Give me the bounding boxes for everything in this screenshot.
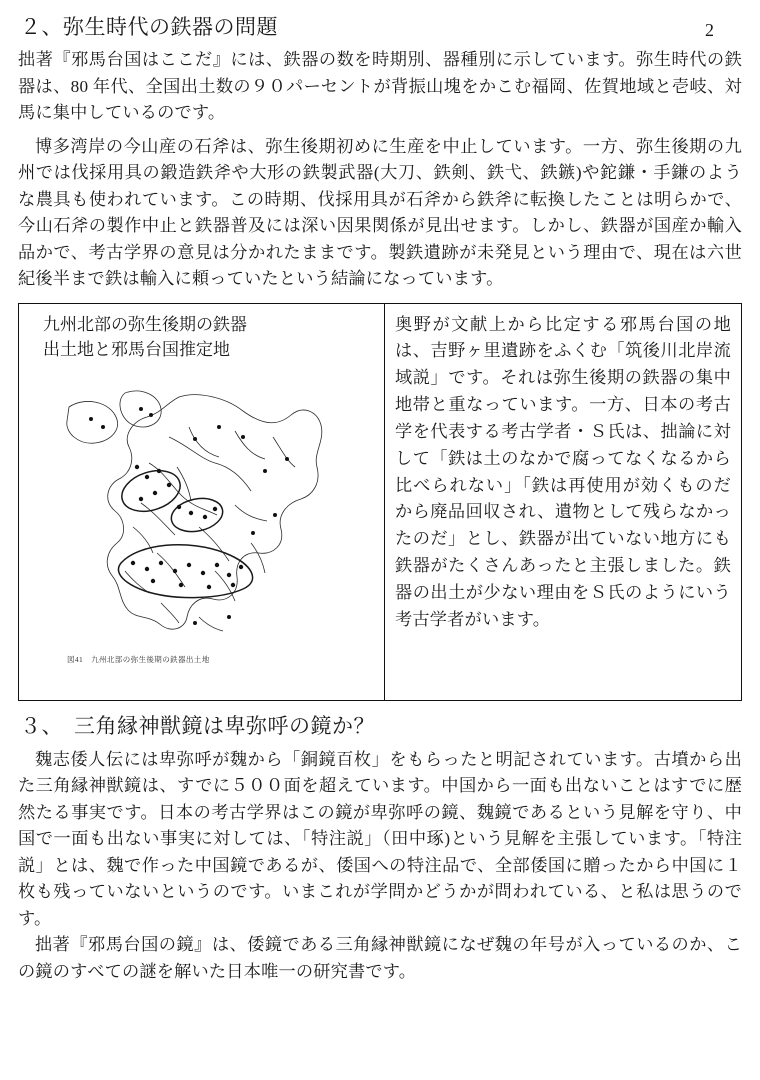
map-caption-line1: 九州北部の弥生後期の鉄器	[43, 314, 247, 334]
section-2-header	[18, 14, 742, 41]
section-3-title: ３、 三角縁神獣鏡は卑弥呼の鏡か？	[20, 713, 375, 738]
section-2-paragraph-1: 拙著『邪馬台国はここだ』には、鉄器の数を時期別、器種別に示しています。弥生時代の鉄器は、80 年代、全国出土数の９０パーセントが背振山塊をかこむ福岡、佐賀地域と壱岐、対馬に集中しているのです。	[18, 50, 742, 123]
section-3-paragraph-2: 拙著『邪馬台国の鏡』は、倭鏡である三角縁神獣鏡になぜ魏の年号が入っているのか、この鏡のすべての謎を解いた日本唯一の研究書です。	[18, 935, 742, 981]
section-3	[18, 713, 742, 986]
kyushu-map-svg	[29, 367, 379, 667]
figure-box-left	[19, 304, 385, 700]
page-number: 2	[705, 20, 714, 40]
kyushu-map-figure	[29, 367, 378, 667]
figure-box	[18, 303, 742, 701]
figure-label: 図41 九州北部の弥生後期の鉄器出土地	[67, 654, 210, 664]
section-3-paragraph-1: 魏志倭人伝には卑弥呼が魏から「銅鏡百枚」をもらったと明記されています。古墳から出た三角縁神獣鏡は、すでに５００面を超えています。中国から一面も出ないことはすでに歴然たる事実です。日本の考古学界はこの鏡が卑弥呼の鏡、魏鏡であるという見解を守り、中国で一面も出ない事実に対しては、「特注説」（田中琢)という見解を主張しています。「特注説」とは、魏で作った中国鏡であるが、倭国への特注品で、全部倭国に贈ったから中国に１枚も残っていないというのです。いまこれが学問かどうかが問われている、と私は思うのです。	[18, 749, 742, 928]
map-caption-line2: 出土地と邪馬台国推定地	[43, 340, 230, 360]
section-2-paragraph-2: 博多湾岸の今山産の石斧は、弥生後期初めに生産を中止しています。一方、弥生後期の九州では伐採用具の鍛造鉄斧や大形の鉄製武器(大刀、鉄剣、鉄弋、鉄鏃)や鉈鎌・手鎌のような農具も使われています。この時期、伐採用具が石斧から鉄斧に転換したことは明らかで、今山石斧の製作中止と鉄器普及には深い因果関係が見出せます。しかし、鉄器が国産か輸入品かで、考古学界の意見は分かれたままです。製鉄遺跡が未発見という理由で、現在は六世紀後半まで鉄は輸入に頼っていたという結論になっています。	[18, 136, 742, 289]
figure-box-right-text: 奥野が文献上から比定する邪馬台国の地は、吉野ヶ里遺跡をふくむ「筑後川北岸流域説」です。それは弥生後期の鉄器の集中地帯と重なっています。一方、日本の考古学を代表する考古学者・Ｓ氏は、拙論に対して「鉄は土のなかで腐ってなくなるから比べられない」「鉄は再使用が効くものだから廃品回収され、遺物として残らなかったのだ」とし、鉄器が出ていない地方にも鉄器がたくさんあったと主張しました。鉄器の出土が少ない理由をＳ氏のようにいう考古学者がいます。	[395, 314, 731, 629]
figure-box-right	[385, 304, 741, 700]
section-2-title: ２、弥生時代の鉄器の問題	[20, 15, 278, 39]
